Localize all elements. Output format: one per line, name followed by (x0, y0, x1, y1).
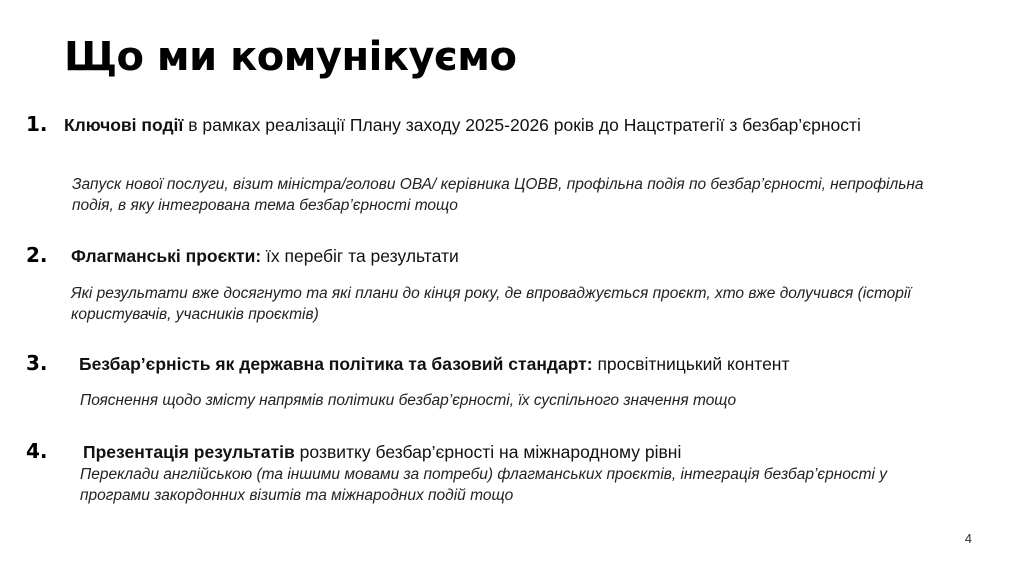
item-number: 3. (26, 351, 48, 375)
slide-title: Що ми комунікуємо (64, 34, 517, 80)
list-item-1 (26, 112, 996, 222)
item-heading-rest: розвитку безбар’єрності на міжнародному рівні (294, 442, 682, 462)
item-heading-rest: в рамках реалізації Плану заходу 2025-2026 років до Нацстратегії з безбар’єрності (183, 115, 861, 135)
item-heading (83, 441, 983, 464)
item-number: 4. (26, 439, 48, 463)
item-heading (71, 245, 971, 268)
item-heading-bold: Флагманські проєкти: (71, 246, 262, 266)
item-heading-bold: Презентація результатів (83, 442, 295, 462)
list-item-2 (26, 243, 996, 333)
item-heading-rest: просвітницький контент (592, 354, 790, 374)
item-number: 2. (26, 243, 48, 267)
list-item-3 (26, 351, 996, 421)
item-detail: Запуск нової послуги, візит міністра/голови ОВА/ керівника ЦОВВ, профільна подія по безбар’єрності, непрофільна подія, в яку інтегрована тема безбар’єрності тощо (72, 176, 924, 214)
item-detail: Які результати вже досягнуто та які плани до кінця року, де впроваджується проєкт, хто вже долучився (історії користувачів, учасників проєктів) (71, 285, 911, 323)
item-heading (79, 353, 999, 376)
item-heading-rest: їх перебіг та результати (261, 246, 459, 266)
item-heading (64, 114, 924, 137)
page-number: 4 (964, 531, 972, 546)
item-detail: Переклади англійською (та іншими мовами за потреби) флагманських проєктів, інтеграція безбар’єрності у програми закордонних візитів та міжнародних подій тощо (80, 466, 888, 504)
list-item-4 (26, 439, 996, 519)
item-number: 1. (26, 112, 48, 136)
item-heading-bold: Безбар’єрність як державна політика та базовий стандарт: (79, 354, 593, 374)
item-detail: Пояснення щодо змісту напрямів політики безбар’єрності, їх суспільного значення тощо (80, 392, 737, 409)
item-heading-bold: Ключові події (64, 115, 184, 135)
